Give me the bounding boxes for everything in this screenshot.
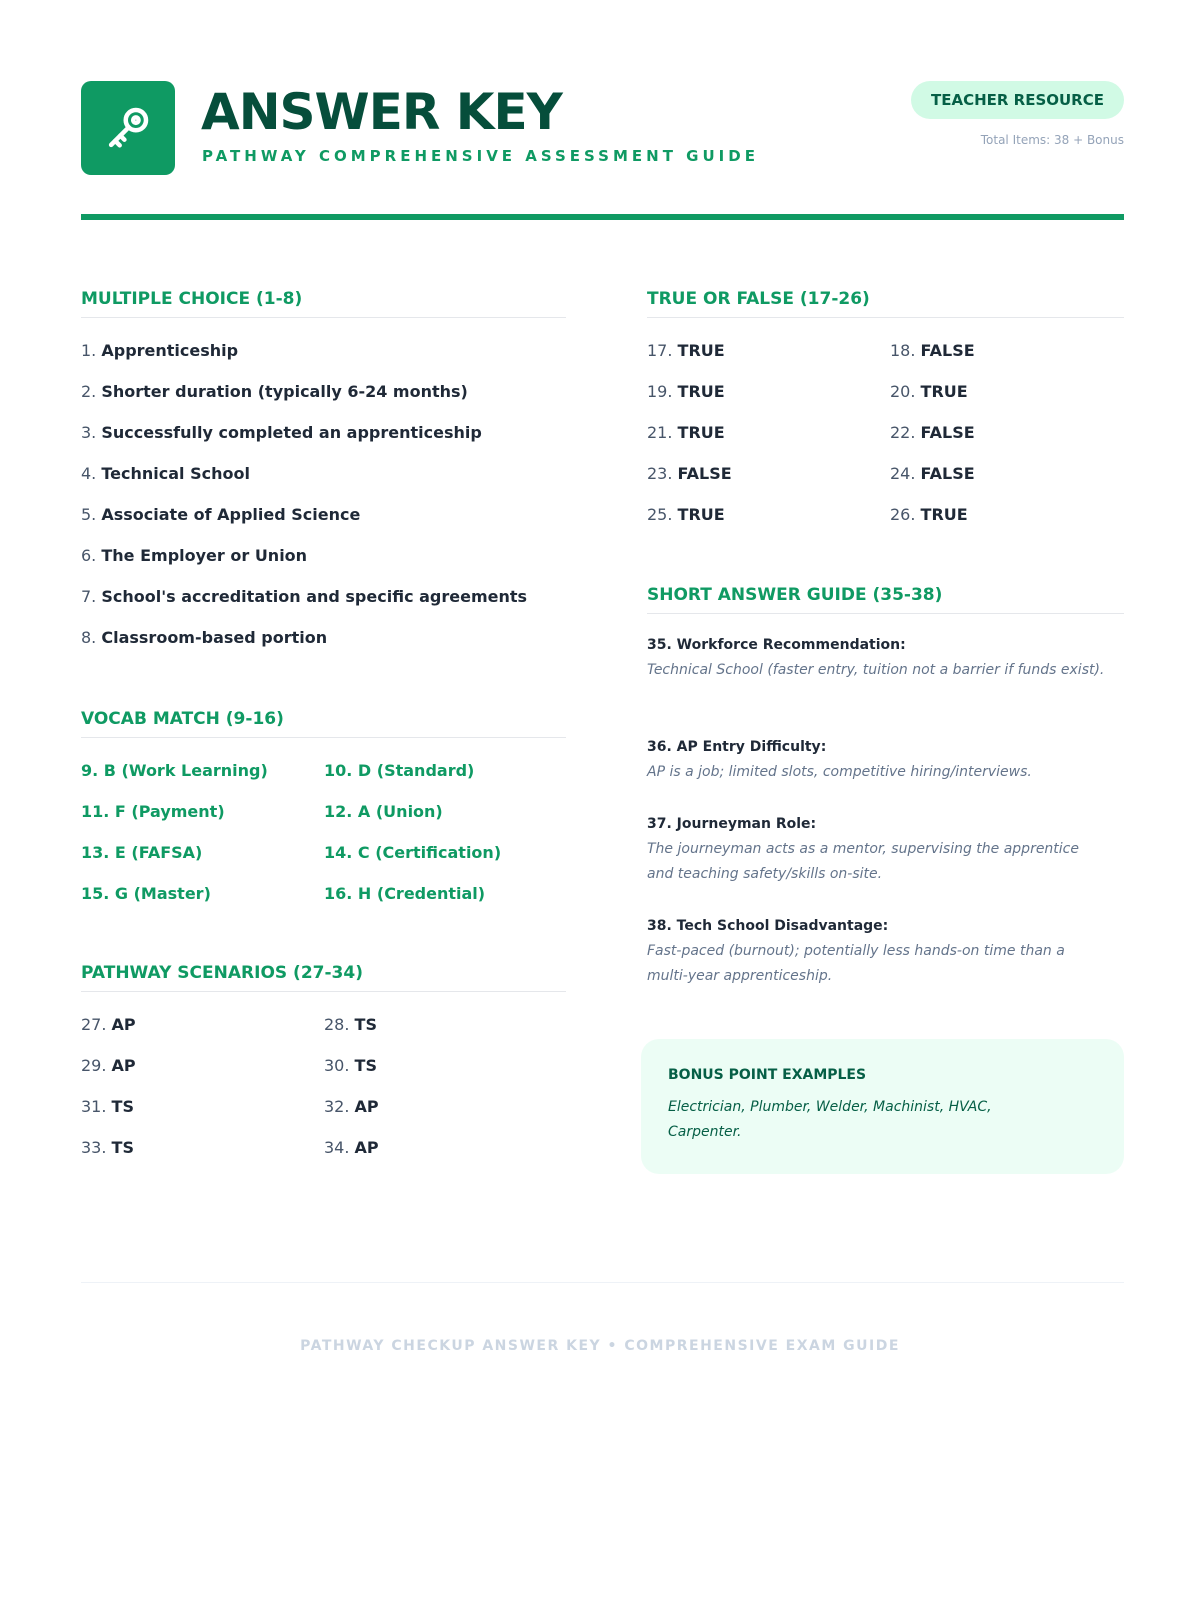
section-divider	[81, 317, 566, 318]
mc-item-6: 6. The Employer or Union	[81, 546, 308, 565]
tf-item: 17. TRUE	[647, 341, 725, 360]
short-answer-question: 38. Tech School Disadvantage:	[647, 918, 889, 934]
tf-item: 25. TRUE	[647, 505, 725, 524]
total-items: Total Items: 38 + Bonus	[980, 133, 1124, 147]
short-answer-question: 36. AP Entry Difficulty:	[647, 739, 827, 755]
true-false-title: TRUE OR FALSE (17-26)	[647, 289, 870, 309]
page-subtitle: PATHWAY COMPREHENSIVE ASSESSMENT GUIDE	[202, 147, 759, 165]
multiple-choice-title: MULTIPLE CHOICE (1-8)	[81, 289, 303, 309]
tf-item: 26. TRUE	[890, 505, 968, 524]
pathway-scenarios-title: PATHWAY SCENARIOS (27-34)	[81, 963, 363, 983]
section-divider	[81, 991, 566, 992]
logo	[81, 81, 175, 175]
mc-item-1: 1. Apprenticeship	[81, 341, 239, 360]
tf-item: 24. FALSE	[890, 464, 975, 483]
scenario-item: 31. TS	[81, 1097, 134, 1116]
vocab-item: 14. C (Certification)	[324, 843, 502, 862]
mc-item-4: 4. Technical School	[81, 464, 250, 483]
mc-item-5: 5. Associate of Applied Science	[81, 505, 361, 524]
page-header	[81, 81, 1124, 181]
vocab-item: 10. D (Standard)	[324, 761, 475, 780]
header-divider	[81, 214, 1124, 220]
short-answer-response: Technical School (faster entry, tuition not a barrier if funds exist).	[647, 662, 1105, 678]
scenario-item: 28. TS	[324, 1015, 377, 1034]
vocab-item: 11. F (Payment)	[81, 802, 225, 821]
scenario-item: 32. AP	[324, 1097, 379, 1116]
mc-item-2: 2. Shorter duration (typically 6-24 months)	[81, 382, 468, 401]
short-answer-title: SHORT ANSWER GUIDE (35-38)	[647, 585, 943, 605]
tf-item: 23. FALSE	[647, 464, 732, 483]
short-answer-question: 37. Journeyman Role:	[647, 816, 817, 832]
bonus-text: Electrician, Plumber, Welder, Machinist, HVAC, Carpenter.	[668, 1099, 992, 1140]
bonus-box	[641, 1039, 1124, 1174]
teacher-resource-badge: TEACHER RESOURCE	[911, 81, 1124, 119]
vocab-item: 15. G (Master)	[81, 884, 211, 903]
mc-item-7: 7. School's accreditation and specific agreements	[81, 587, 528, 606]
scenario-item: 29. AP	[81, 1056, 136, 1075]
mc-item-8: 8. Classroom-based portion	[81, 628, 328, 647]
short-answer-response: AP is a job; limited slots, competitive hiring/interviews.	[647, 764, 1032, 780]
section-divider	[647, 317, 1124, 318]
section-divider	[81, 737, 566, 738]
vocab-match-title: VOCAB MATCH (9-16)	[81, 709, 284, 729]
short-answer-response: Fast-paced (burnout); potentially less hands-on time than a multi-year apprenticeship.	[647, 943, 1065, 984]
section-divider	[647, 613, 1124, 614]
scenario-item: 34. AP	[324, 1138, 379, 1157]
scenario-item: 27. AP	[81, 1015, 136, 1034]
vocab-item: 16. H (Credential)	[324, 884, 486, 903]
vocab-item: 9. B (Work Learning)	[81, 761, 268, 780]
vocab-item: 12. A (Union)	[324, 802, 443, 821]
mc-item-3: 3. Successfully completed an apprenticeship	[81, 423, 482, 442]
short-answer-question: 35. Workforce Recommendation:	[647, 637, 906, 653]
scenario-item: 33. TS	[81, 1138, 134, 1157]
tf-item: 21. TRUE	[647, 423, 725, 442]
vocab-item: 13. E (FAFSA)	[81, 843, 203, 862]
tf-item: 19. TRUE	[647, 382, 725, 401]
tf-item: 22. FALSE	[890, 423, 975, 442]
short-answer-response: The journeyman acts as a mentor, supervising the apprentice and teaching safety/skills on-site.	[647, 841, 1079, 882]
scenario-item: 30. TS	[324, 1056, 377, 1075]
page-footer: PATHWAY CHECKUP ANSWER KEY • COMPREHENSIVE EXAM GUIDE	[300, 1338, 900, 1354]
tf-item: 18. FALSE	[890, 341, 975, 360]
bonus-title: BONUS POINT EXAMPLES	[668, 1067, 867, 1083]
tf-item: 20. TRUE	[890, 382, 968, 401]
key-icon	[101, 101, 155, 155]
page-title: ANSWER KEY	[201, 83, 562, 141]
footer-divider	[81, 1282, 1124, 1283]
